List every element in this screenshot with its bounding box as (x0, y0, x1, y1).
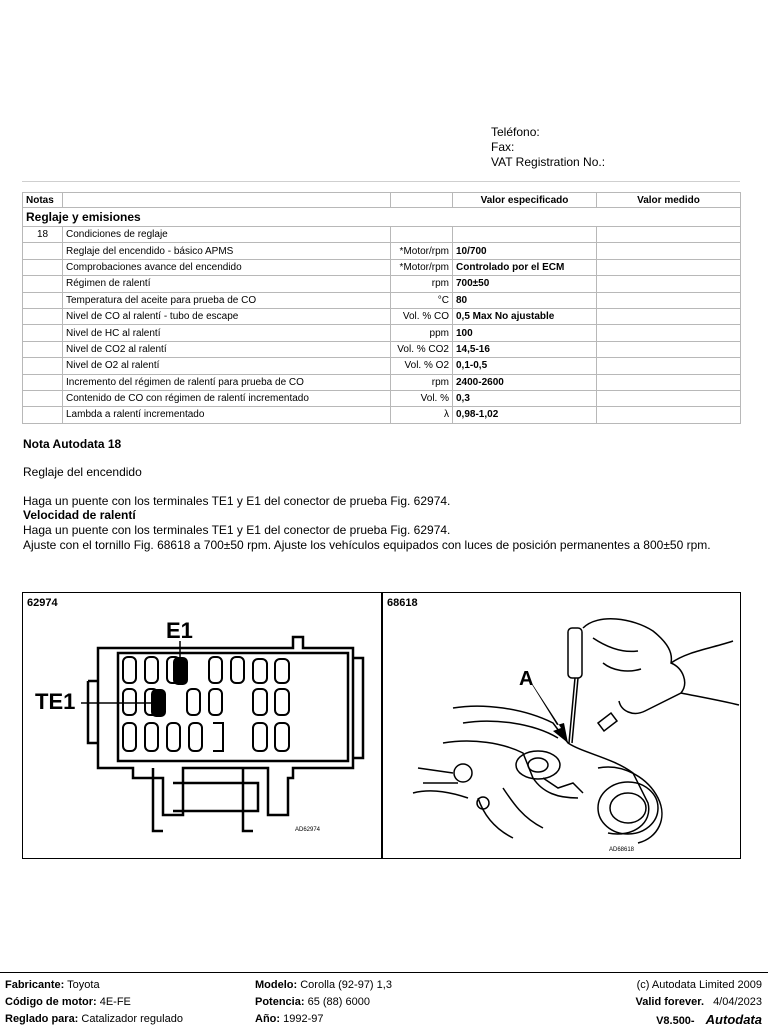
row-specified-value: 10/700 (453, 243, 597, 259)
connector-diagram (23, 593, 381, 858)
table-row (23, 407, 741, 423)
row-unit: Vol. % (391, 390, 453, 406)
header-specified: Valor especificado (453, 193, 597, 208)
row-description: Comprobaciones avance del encendido (63, 259, 391, 275)
row-note (23, 341, 63, 357)
row-unit: rpm (391, 374, 453, 390)
row-unit (391, 227, 453, 243)
date-value: 4/04/2023 (713, 996, 762, 1008)
table-row (23, 308, 741, 324)
note-line1: Reglaje del encendido (23, 465, 142, 479)
table-row (23, 325, 741, 341)
row-description: Régimen de ralentí (63, 276, 391, 292)
row-specified-value: 14,5-16 (453, 341, 597, 357)
model-label: Modelo: (255, 979, 298, 991)
row-note (23, 374, 63, 390)
row-description: Lambda a ralentí incrementado (63, 407, 391, 423)
throttle-body-illustration (383, 593, 740, 858)
row-measured-value (597, 227, 741, 243)
table-header-row (23, 193, 741, 208)
section-title: Reglaje y emisiones (23, 208, 741, 227)
row-note (23, 358, 63, 374)
row-measured-value (597, 390, 741, 406)
table-row (23, 243, 741, 259)
row-measured-value (597, 325, 741, 341)
note-title: Nota Autodata 18 (23, 437, 122, 451)
figure-number: 62974 (27, 597, 58, 609)
row-description: Temperatura del aceite para prueba de CO (63, 292, 391, 308)
table-row (23, 358, 741, 374)
phone-label: Teléfono: (491, 125, 540, 139)
row-specified-value: 700±50 (453, 276, 597, 292)
spec-table (22, 192, 741, 424)
row-specified-value: 2400-2600 (453, 374, 597, 390)
setting-label: Reglado para: (5, 1013, 79, 1025)
row-measured-value (597, 407, 741, 423)
figure-62974 (22, 592, 382, 859)
row-unit: °C (391, 292, 453, 308)
valid-label: Valid forever. (635, 996, 704, 1008)
row-measured-value (597, 308, 741, 324)
te1-label: TE1 (35, 689, 76, 714)
row-measured-value (597, 259, 741, 275)
row-description: Nivel de O2 al ralentí (63, 358, 391, 374)
model-value: Corolla (92-97) 1,3 (300, 979, 392, 991)
a-label: A (519, 668, 534, 690)
row-specified-value: 0,3 (453, 390, 597, 406)
fax-label: Fax: (491, 140, 515, 154)
copyright: (c) Autodata Limited 2009 (636, 979, 762, 991)
table-row (23, 374, 741, 390)
row-note (23, 243, 63, 259)
row-specified-value: 0,5 Max No ajustable (453, 308, 597, 324)
header-notes: Notas (23, 193, 63, 208)
divider (22, 181, 740, 182)
year-value: 1992-97 (283, 1013, 324, 1025)
note-subtitle: Velocidad de ralentí (23, 508, 136, 522)
figure-code: AD62974 (295, 827, 321, 833)
table-row (23, 227, 741, 243)
contact-block (491, 125, 605, 170)
row-unit: λ (391, 407, 453, 423)
section-row (23, 208, 741, 227)
setting-value: Catalizador regulado (81, 1013, 183, 1025)
row-measured-value (597, 276, 741, 292)
year-label: Año: (255, 1013, 281, 1025)
row-note (23, 407, 63, 423)
engine-label: Código de motor: (5, 996, 97, 1008)
vat-label: VAT Registration No.: (491, 155, 606, 169)
row-measured-value (597, 243, 741, 259)
row-description: Nivel de CO2 al ralentí (63, 341, 391, 357)
figure-code: AD68618 (609, 847, 635, 853)
row-unit: *Motor/rpm (391, 243, 453, 259)
row-note (23, 276, 63, 292)
row-description: Incremento del régimen de ralentí para prueba de CO (63, 374, 391, 390)
terminal-te1 (151, 689, 166, 717)
table-row (23, 276, 741, 292)
row-unit: Vol. % O2 (391, 358, 453, 374)
row-specified-value: 80 (453, 292, 597, 308)
table-row (23, 390, 741, 406)
row-note (23, 259, 63, 275)
row-measured-value (597, 374, 741, 390)
row-description: Nivel de CO al ralentí - tubo de escape (63, 308, 391, 324)
row-note (23, 390, 63, 406)
figure-number: 68618 (387, 597, 418, 609)
row-description: Contenido de CO con régimen de ralentí incrementado (63, 390, 391, 406)
e1-label: E1 (166, 618, 193, 643)
row-unit: ppm (391, 325, 453, 341)
row-unit: rpm (391, 276, 453, 292)
row-measured-value (597, 292, 741, 308)
row-measured-value (597, 358, 741, 374)
power-label: Potencia: (255, 996, 305, 1008)
engine-value: 4E-FE (99, 996, 131, 1008)
row-specified-value (453, 227, 597, 243)
row-note (23, 325, 63, 341)
version: V8.500- (656, 1015, 695, 1027)
row-description: Nivel de HC al ralentí (63, 325, 391, 341)
row-note (23, 308, 63, 324)
table-row (23, 341, 741, 357)
row-note: 18 (23, 227, 63, 243)
power-value: 65 (88) 6000 (307, 996, 370, 1008)
autodata-logo: Autodata (705, 1012, 762, 1027)
row-measured-value (597, 341, 741, 357)
table-row (23, 292, 741, 308)
row-note (23, 292, 63, 308)
table-row (23, 259, 741, 275)
terminal-e1 (173, 657, 188, 685)
header-measured: Valor medido (597, 193, 741, 208)
footer (0, 972, 768, 1025)
row-description: Condiciones de reglaje (63, 227, 391, 243)
row-unit: Vol. % CO2 (391, 341, 453, 357)
manufacturer-label: Fabricante: (5, 979, 65, 991)
row-unit: *Motor/rpm (391, 259, 453, 275)
row-specified-value: 0,1-0,5 (453, 358, 597, 374)
figure-68618 (382, 592, 741, 859)
note-line3: Haga un puente con los terminales TE1 y E1 del conector de prueba Fig. 62974. (23, 523, 451, 537)
note-line4: Ajuste con el tornillo Fig. 68618 a 700±50 rpm. Ajuste los vehículos equipados con luces de posición permanentes a 800±50 rpm. (23, 538, 711, 552)
note-line2: Haga un puente con los terminales TE1 y E1 del conector de prueba Fig. 62974. (23, 494, 451, 508)
row-unit: Vol. % CO (391, 308, 453, 324)
row-specified-value: 0,98-1,02 (453, 407, 597, 423)
row-description: Reglaje del encendido - básico APMS (63, 243, 391, 259)
manufacturer-value: Toyota (67, 979, 100, 991)
row-specified-value: Controlado por el ECM (453, 259, 597, 275)
row-specified-value: 100 (453, 325, 597, 341)
